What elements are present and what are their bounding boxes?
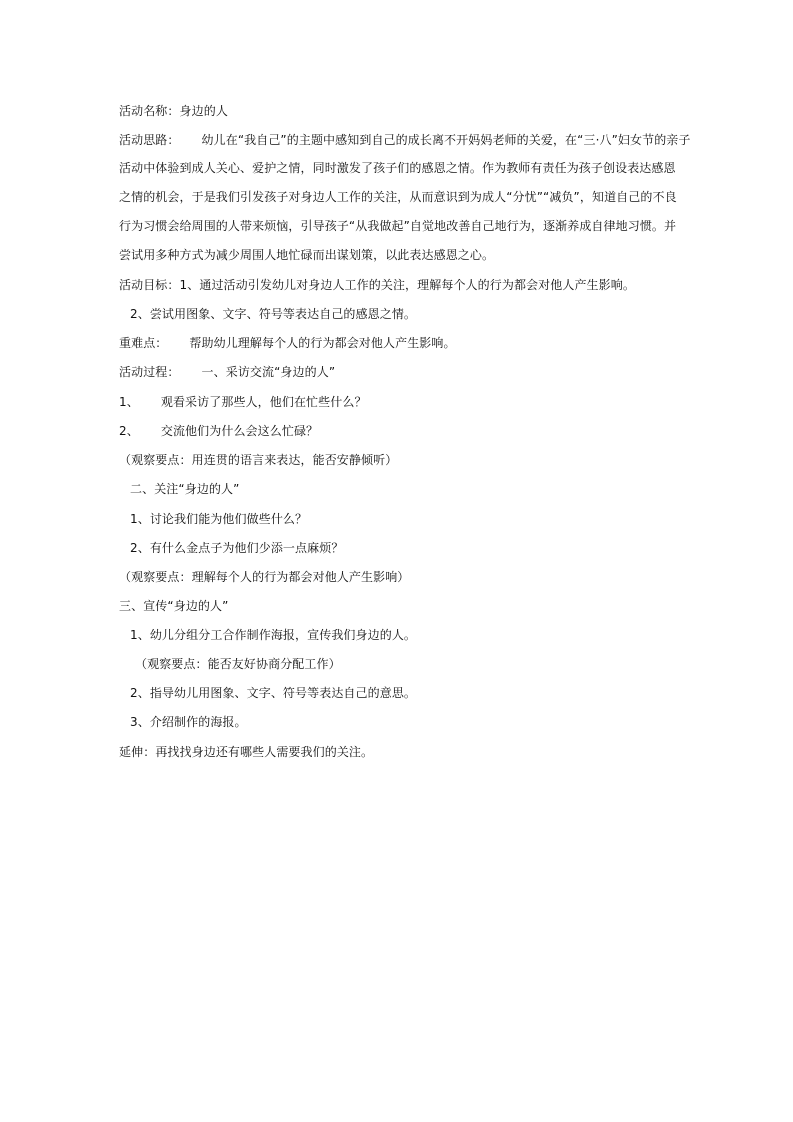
part1-item-2 xyxy=(119,423,679,439)
part1-title: 一、采访交流“身边的人” xyxy=(201,365,336,379)
activity-goal-2: 2、尝试用图象、文字、符号等表达自己的感恩之情。 xyxy=(130,307,417,321)
part3-item-1-text: 1、幼儿分组分工合作制作海报，宣传我们身边的人。 xyxy=(130,628,417,642)
part2-title xyxy=(130,481,690,497)
activity-idea-line-2 xyxy=(119,160,679,176)
activity-idea-line-3 xyxy=(119,189,679,205)
extension-line xyxy=(119,744,679,760)
part2-note xyxy=(119,569,679,585)
part1-note xyxy=(119,452,679,468)
activity-idea-text-4: 行为习惯会给周围的人带来烦恼，引导孩子“从我做起”自觉地改善自己地行为，逐渐养成自律地习惯。并 xyxy=(119,219,677,233)
activity-name-line xyxy=(119,103,679,119)
part1-item-1 xyxy=(119,394,679,410)
part1-note-text: （观察要点：用连贯的语言来表达，能否安静倾听） xyxy=(119,453,398,467)
part1-item-2-num: 2、 xyxy=(119,424,139,438)
activity-name-value: 身边的人 xyxy=(179,104,228,118)
part1-item-1-num: 1、 xyxy=(119,395,139,409)
part3-title-text: 三、宣传“身边的人” xyxy=(119,599,229,613)
activity-idea-line-4 xyxy=(119,218,679,234)
part3-item-2-text: 2、指导幼儿用图象、文字、符号等表达自己的意思。 xyxy=(130,686,417,700)
activity-idea-text-3: 之情的机会，于是我们引发孩子对身边人工作的关注，从而意识到为成人“分忧”“减负”，知道自己的不良 xyxy=(119,190,677,204)
part3-item-1 xyxy=(130,627,690,643)
part2-item-2-text: 2、有什么金点子为他们少添一点麻烦？ xyxy=(130,541,344,555)
key-point-label: 重难点： xyxy=(119,336,168,350)
part3-note-text: （观察要点：能否友好协商分配工作） xyxy=(135,657,341,671)
activity-idea-line-5 xyxy=(119,247,679,263)
key-point-line xyxy=(119,335,679,351)
activity-idea-text-5: 尝试用多种方式为减少周围人地忙碌而出谋划策，以此表达感恩之心。 xyxy=(119,248,495,262)
part3-note xyxy=(135,656,695,672)
part1-item-2-text: 交流他们为什么会这么忙碌？ xyxy=(160,424,319,438)
part3-item-3 xyxy=(130,714,690,730)
activity-goal-1: 1、通过活动引发幼儿对身边人工作的关注，理解每个人的行为都会对他人产生影响。 xyxy=(179,278,635,292)
part2-item-1-text: 1、讨论我们能为他们做些什么？ xyxy=(130,512,308,526)
key-point-value: 帮助幼儿理解每个人的行为都会对他人产生影响。 xyxy=(189,336,456,350)
extension-value: 再找找身边还有哪些人需要我们的关注。 xyxy=(155,745,374,759)
process-label: 活动过程： xyxy=(119,365,180,379)
activity-name-label: 活动名称： xyxy=(119,104,180,118)
activity-idea-text-2: 活动中体验到成人关心、爱护之情，同时激发了孩子们的感恩之情。作为教师有责任为孩子创设表达感恩 xyxy=(119,161,676,175)
part3-item-3-text: 3、介绍制作的海报。 xyxy=(130,715,247,729)
extension-label: 延伸： xyxy=(119,745,156,759)
part2-title-text: 二、关注“身边的人” xyxy=(130,482,240,496)
activity-goal-line-1 xyxy=(119,277,679,293)
activity-idea-text-1: 幼儿在“我自己”的主题中感知到自己的成长离不开妈妈老师的关爱，在“三·八”妇女节的亲子 xyxy=(201,133,691,147)
part3-title xyxy=(119,598,679,614)
part2-note-text: （观察要点：理解每个人的行为都会对他人产生影响） xyxy=(119,570,410,584)
part2-item-1 xyxy=(130,511,690,527)
process-line xyxy=(119,364,679,380)
part1-item-1-text: 观看采访了那些人，他们在忙些什么？ xyxy=(160,395,367,409)
part2-item-2 xyxy=(130,540,690,556)
activity-idea-label: 活动思路： xyxy=(119,133,180,147)
activity-idea-line-1 xyxy=(119,132,691,148)
activity-goal-label: 活动目标： xyxy=(119,278,180,292)
activity-goal-line-2 xyxy=(130,306,690,322)
part3-item-2 xyxy=(130,685,690,701)
